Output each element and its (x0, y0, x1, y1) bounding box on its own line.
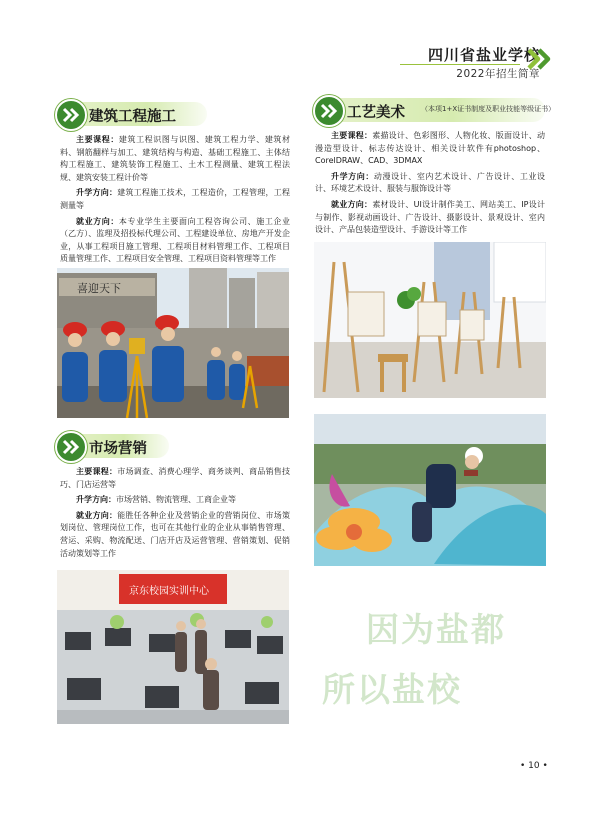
item-label: 就业方向： (76, 216, 119, 226)
slogan-line-2: 所以盐校 (322, 670, 462, 709)
chevron-right-icon (320, 103, 338, 119)
sculpture-painting-photo (314, 414, 546, 566)
paragraph (315, 171, 545, 196)
page-number: • 10 • (520, 761, 548, 771)
section-title-marketing (57, 434, 169, 458)
paragraph (60, 466, 290, 491)
building-sign-text: 喜迎天下 (77, 282, 121, 295)
section-title-construction (57, 102, 207, 126)
paragraph (60, 494, 290, 507)
double-chevron-icon (526, 46, 554, 72)
item-text: 动漫设计、室内艺术设计、广告设计、工业设计、环境艺术设计、服装与服饰设计等 (315, 171, 546, 194)
item-label: 主要课程： (76, 135, 119, 144)
item-text: 素描设计、色彩图形、人物化妆、版面设计、动漫造型设计、标志传达设计、相关设计软件有photoshop、CorelDRAW、CAD、3DMAX (315, 131, 546, 166)
art-description (315, 130, 545, 240)
item-text: 建筑工程识图与识图、建筑工程力学、建筑材料、钢筋翻样与加工、建筑结构与构造、基础工程施工、主体结构工程施工、建筑装饰工程施工、土木工程测量、建筑工程法规、建筑安装工程计价等 (60, 135, 291, 182)
paragraph (60, 134, 290, 184)
item-label: 主要课程： (76, 467, 118, 476)
item-text: 本专业学生主要面向工程咨询公司、施工企业（乙方）、监理及招投标代理公司、工程建设单位、房地产开发企业，从事工程项目施工管理、工程项目材料管理工作、工程项目质量管理工作、工程项目安全管理、工程项目资料管理等工作 (60, 216, 291, 264)
marketing-description (60, 466, 290, 563)
item-text: 素材设计、UI设计制作美工、网站美工、IP设计与制作、影视动画设计、广告设计、摄影设计、景观设计、室内设计、产品包装造型设计、手游设计等工作 (315, 199, 545, 235)
slogan-line-1: 因为盐都 (366, 610, 506, 649)
section-badge (55, 99, 87, 131)
paragraph (315, 130, 545, 168)
chevron-right-icon (62, 439, 80, 455)
school-name: 四川省盐业学校 (427, 46, 540, 64)
item-text: 市场营销、物流管理、工商企业等 (116, 495, 236, 505)
chevron-right-icon (62, 107, 80, 123)
section-note: （本项1+X证书制度及职业技能等级证书） (421, 105, 556, 113)
paragraph (60, 510, 290, 560)
item-label: 升学方向： (331, 171, 374, 181)
item-label: 就业方向： (331, 199, 373, 209)
item-label: 升学方向： (76, 188, 118, 198)
section-heading: 市场营销 (89, 440, 147, 457)
call-center-photo (57, 570, 289, 724)
item-label: 升学方向： (76, 495, 116, 505)
section-heading: 工艺美术 (347, 104, 405, 121)
surveyors-photo (57, 268, 289, 418)
banner-text: 京东校园实训中心 (129, 586, 209, 597)
item-label: 就业方向： (76, 510, 118, 520)
brochure-subtitle: 2022年招生简章 (456, 68, 540, 80)
construction-description (60, 134, 290, 269)
paragraph (60, 187, 290, 212)
paragraph (60, 216, 290, 266)
item-text: 建筑工程施工技术，工程造价，工程管理，工程测量等 (60, 188, 291, 210)
section-badge (313, 95, 345, 127)
art-studio-photo (314, 242, 546, 398)
paragraph (315, 199, 545, 237)
section-heading: 建筑工程施工 (89, 108, 176, 125)
item-text: 市场调查、消费心理学、商务谈判、商品销售技巧、门店运营等 (60, 467, 291, 489)
header-divider (400, 64, 520, 65)
item-label: 主要课程： (331, 131, 373, 140)
section-badge (55, 431, 87, 463)
item-text: 能胜任各种企业及营销企业的营销岗位、市场策划岗位、管理岗位工作，也可在其他行业的企业从事销售管理、营运、采购、物流配送、门店开店及运营管理、营销策划、促销活动策划等工作 (60, 510, 291, 558)
section-title-art (315, 98, 556, 122)
page-header (428, 44, 540, 81)
